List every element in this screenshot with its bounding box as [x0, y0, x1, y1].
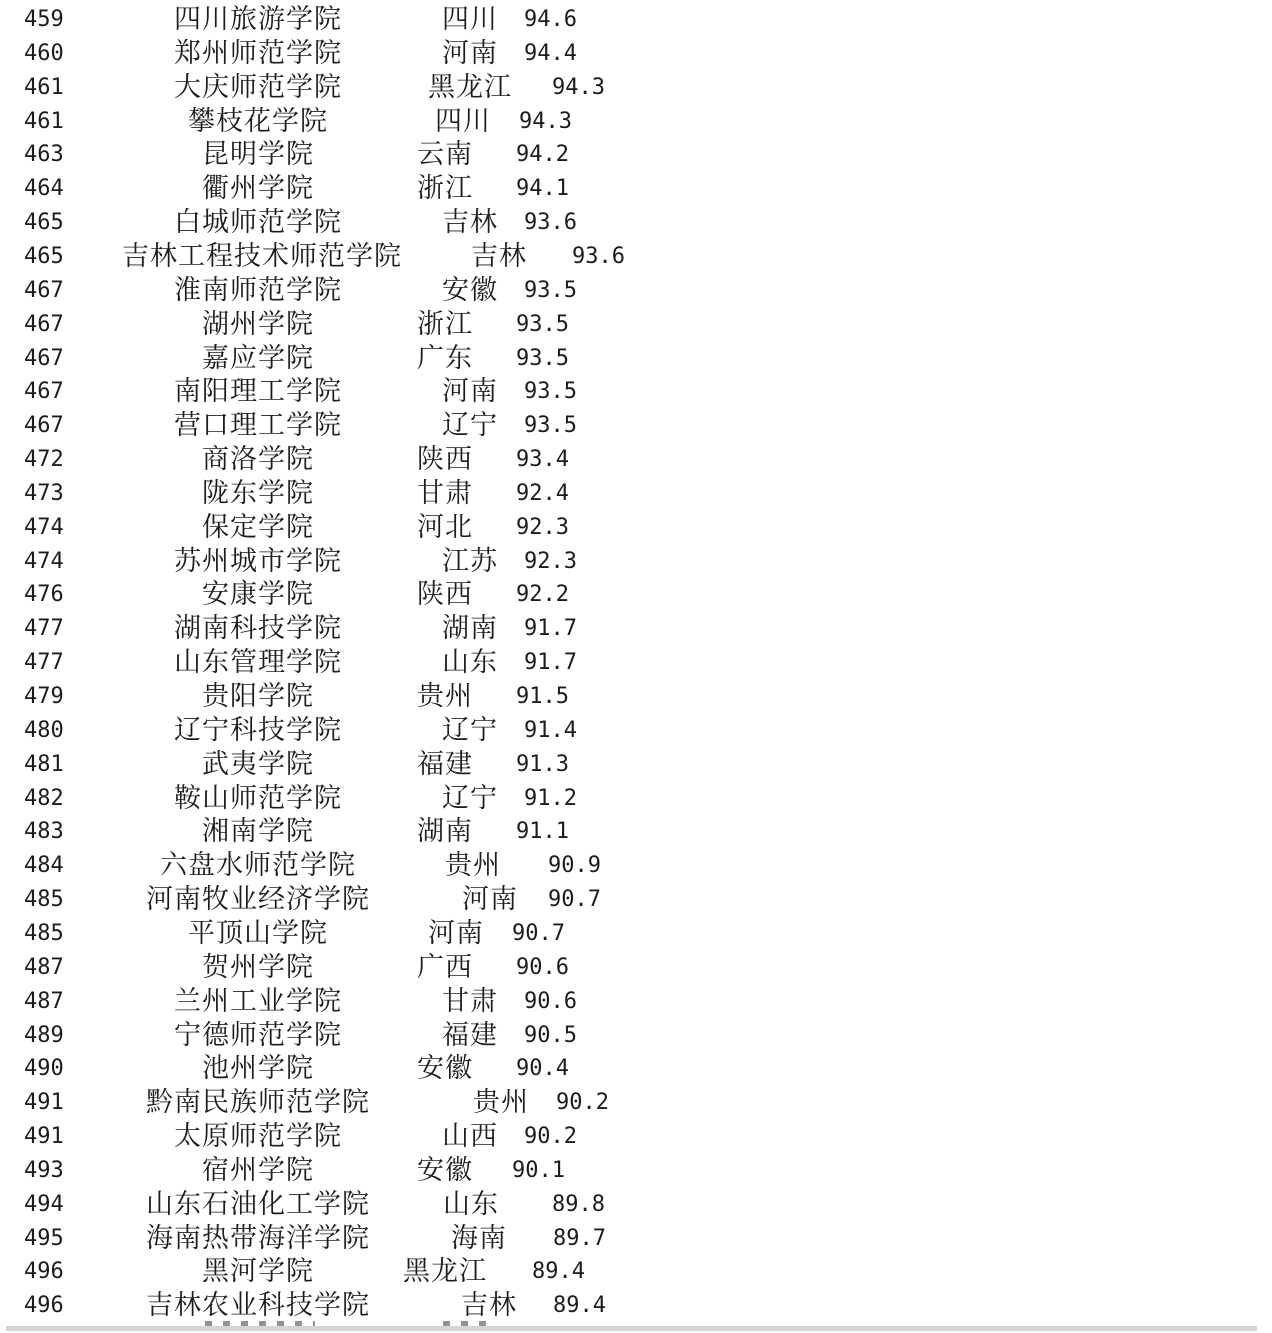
- school-name-cell: 山东石油化工学院: [146, 1188, 370, 1220]
- score-cell: 90.2: [556, 1090, 609, 1116]
- province-cell: 辽宁: [442, 782, 498, 814]
- school-name-cell: 山东管理学院: [174, 647, 342, 679]
- school-name-cell: 鞍山师范学院: [174, 782, 342, 814]
- table-row: [0, 578, 1272, 612]
- school-name-cell: 黔南民族师范学院: [146, 1087, 370, 1119]
- score-cell: 90.7: [512, 920, 565, 946]
- table-row: [0, 37, 1272, 71]
- score-cell: 91.7: [524, 616, 577, 642]
- province-cell: 陕西: [417, 579, 473, 611]
- score-cell: 91.2: [524, 785, 577, 811]
- score-cell: 91.1: [516, 819, 569, 845]
- province-cell: 山东: [443, 1188, 499, 1220]
- table-row: [0, 1086, 1272, 1120]
- rank-cell: 487: [24, 988, 64, 1014]
- province-cell: 河南: [442, 37, 498, 69]
- province-cell: 贵州: [417, 681, 473, 712]
- province-cell: 山西: [442, 1121, 498, 1153]
- school-name-cell: 平顶山学院: [188, 917, 328, 949]
- school-name-cell: 湖南科技学院: [174, 613, 342, 645]
- rank-cell: 487: [24, 954, 64, 980]
- score-cell: 92.3: [524, 548, 577, 574]
- school-name-cell: 衢州学院: [202, 173, 314, 205]
- rank-cell: 461: [24, 108, 64, 134]
- table-row: [0, 240, 1272, 274]
- school-name-cell: 武夷学院: [202, 748, 314, 780]
- score-cell: 91.5: [516, 684, 569, 709]
- rank-cell: 489: [24, 1022, 64, 1048]
- rank-cell: 464: [24, 176, 64, 202]
- school-name-cell: 湖州学院: [202, 308, 314, 340]
- score-cell: 90.2: [524, 1124, 577, 1150]
- rank-cell: 467: [24, 277, 64, 303]
- bottom-divider-bar: [6, 1326, 1257, 1331]
- school-name-cell: 白城师范学院: [174, 207, 342, 239]
- province-cell: 贵州: [445, 850, 501, 882]
- province-cell: 辽宁: [442, 714, 498, 746]
- school-name-cell: 攀枝花学院: [188, 105, 328, 137]
- province-cell: 湖南: [442, 613, 498, 645]
- province-cell: 河北: [417, 511, 473, 543]
- rank-cell: 467: [24, 379, 64, 405]
- province-cell: 云南: [417, 139, 473, 171]
- score-cell: 90.6: [524, 988, 577, 1014]
- rank-cell: 485: [24, 920, 64, 946]
- province-cell: 福建: [442, 1019, 498, 1051]
- province-cell: 安徽: [417, 1053, 473, 1085]
- province-cell: 河南: [462, 884, 518, 916]
- rank-cell: 491: [24, 1090, 64, 1116]
- table-row: [0, 138, 1272, 172]
- score-cell: 94.1: [516, 176, 569, 202]
- score-cell: 94.4: [524, 40, 577, 66]
- score-cell: 90.6: [516, 954, 569, 980]
- province-cell: 海南: [451, 1222, 507, 1254]
- school-name-cell: 兰州工业学院: [174, 985, 342, 1017]
- score-cell: 93.5: [516, 311, 569, 337]
- table-row: [0, 680, 1272, 714]
- school-name-cell: 嘉应学院: [202, 342, 314, 374]
- province-cell: 河南: [428, 917, 484, 949]
- rank-cell: 467: [24, 345, 64, 371]
- school-name-cell: 苏州城市学院: [174, 545, 342, 577]
- province-cell: 江苏: [442, 545, 498, 577]
- school-name-cell: 四川旅游学院: [174, 4, 342, 35]
- school-name-cell: 海南热带海洋学院: [146, 1222, 370, 1254]
- rank-cell: 491: [24, 1124, 64, 1150]
- table-row: [0, 1019, 1272, 1053]
- rank-cell: 467: [24, 311, 64, 337]
- province-cell: 浙江: [417, 173, 473, 205]
- table-row: [0, 782, 1272, 816]
- score-cell: 92.2: [516, 582, 569, 608]
- rank-cell: 463: [24, 142, 64, 168]
- table-row: [0, 646, 1272, 680]
- table-row: [0, 951, 1272, 985]
- school-name-cell: 宁德师范学院: [174, 1019, 342, 1051]
- score-cell: 90.7: [548, 887, 601, 913]
- score-cell: 93.6: [572, 243, 625, 269]
- rank-cell: 494: [24, 1191, 64, 1217]
- rank-cell: 481: [24, 751, 64, 777]
- table-row: [0, 172, 1272, 206]
- province-cell: 安徽: [417, 1154, 473, 1186]
- province-cell: 吉林: [461, 1290, 517, 1322]
- score-cell: 90.1: [512, 1157, 565, 1183]
- province-cell: 黑龙江: [403, 1256, 487, 1288]
- score-cell: 90.4: [516, 1056, 569, 1082]
- score-cell: 93.5: [524, 379, 577, 405]
- table-row: [0, 206, 1272, 240]
- score-cell: 89.8: [552, 1191, 605, 1217]
- rank-cell: 490: [24, 1056, 64, 1082]
- score-cell: 89.4: [553, 1293, 606, 1319]
- table-row: [0, 274, 1272, 308]
- school-name-cell: 陇东学院: [202, 477, 314, 509]
- school-name-cell: 郑州师范学院: [174, 37, 342, 69]
- school-name-cell: 贵阳学院: [202, 681, 314, 712]
- rank-cell: 480: [24, 717, 64, 743]
- province-cell: 贵州: [473, 1087, 529, 1119]
- rank-cell: 460: [24, 40, 64, 66]
- table-row: [0, 1188, 1272, 1222]
- score-cell: 89.7: [553, 1225, 606, 1251]
- province-cell: 甘肃: [417, 477, 473, 509]
- score-cell: 89.4: [532, 1259, 585, 1285]
- province-cell: 辽宁: [442, 410, 498, 442]
- province-cell: 广东: [417, 342, 473, 374]
- school-name-cell: 大庆师范学院: [174, 71, 342, 103]
- table-row: [0, 917, 1272, 951]
- score-cell: 94.2: [516, 142, 569, 168]
- province-cell: 安徽: [442, 274, 498, 306]
- school-name-cell: 保定学院: [202, 511, 314, 543]
- score-cell: 92.4: [516, 480, 569, 506]
- school-name-cell: 太原师范学院: [174, 1121, 342, 1153]
- rank-cell: 496: [24, 1293, 64, 1319]
- rank-cell: 482: [24, 785, 64, 811]
- score-cell: 91.7: [524, 650, 577, 676]
- rank-cell: 461: [24, 74, 64, 100]
- rank-cell: 485: [24, 887, 64, 913]
- score-cell: 90.9: [548, 853, 601, 879]
- table-row: [0, 849, 1272, 883]
- rank-cell: 465: [24, 243, 64, 269]
- table-row: [0, 308, 1272, 342]
- school-name-cell: 黑河学院: [202, 1256, 314, 1288]
- table-row: [0, 105, 1272, 139]
- score-cell: 94.3: [519, 108, 572, 134]
- score-cell: 93.5: [524, 277, 577, 303]
- province-cell: 湖南: [417, 816, 473, 848]
- table-row: [0, 714, 1272, 748]
- rank-cell: 465: [24, 210, 64, 236]
- rank-cell: 473: [24, 480, 64, 506]
- school-name-cell: 宿州学院: [202, 1154, 314, 1186]
- school-name-cell: 贺州学院: [202, 951, 314, 983]
- rank-cell: 467: [24, 413, 64, 439]
- school-name-cell: 淮南师范学院: [174, 274, 342, 306]
- school-name-cell: 吉林农业科技学院: [146, 1290, 370, 1322]
- rank-cell: 496: [24, 1259, 64, 1285]
- table-row: [0, 985, 1272, 1019]
- table-row: [0, 342, 1272, 376]
- province-cell: 甘肃: [442, 985, 498, 1017]
- rank-cell: 474: [24, 548, 64, 574]
- score-cell: 94.6: [524, 7, 577, 32]
- province-cell: 陕西: [417, 444, 473, 476]
- rank-cell: 477: [24, 650, 64, 676]
- table-row: [0, 1255, 1272, 1289]
- province-cell: 广西: [417, 951, 473, 983]
- school-name-cell: 池州学院: [202, 1053, 314, 1085]
- table-row: [0, 3, 1272, 37]
- province-cell: 山东: [442, 647, 498, 679]
- province-cell: 吉林: [442, 207, 498, 239]
- school-name-cell: 昆明学院: [202, 139, 314, 171]
- score-cell: 93.5: [524, 413, 577, 439]
- table-row: [0, 1222, 1272, 1256]
- table-row: [0, 1289, 1272, 1323]
- rank-cell: 476: [24, 582, 64, 608]
- school-name-cell: 商洛学院: [202, 444, 314, 476]
- rank-cell: 493: [24, 1157, 64, 1183]
- rank-cell: 495: [24, 1225, 64, 1251]
- table-row: [0, 71, 1272, 105]
- score-cell: 93.6: [524, 210, 577, 236]
- school-name-cell: 湘南学院: [202, 816, 314, 848]
- school-name-cell: 六盘水师范学院: [160, 850, 356, 882]
- score-cell: 90.5: [524, 1022, 577, 1048]
- score-cell: 93.5: [516, 345, 569, 371]
- rank-cell: 474: [24, 514, 64, 540]
- table-row: [0, 375, 1272, 409]
- table-row: [0, 748, 1272, 782]
- province-cell: 福建: [417, 748, 473, 780]
- province-cell: 四川: [435, 105, 491, 137]
- province-cell: 浙江: [417, 308, 473, 340]
- rank-cell: 472: [24, 447, 64, 473]
- rank-cell: 477: [24, 616, 64, 642]
- province-cell: 吉林: [471, 240, 527, 272]
- province-cell: 河南: [442, 376, 498, 408]
- rank-cell: 483: [24, 819, 64, 845]
- school-name-cell: 河南牧业经济学院: [146, 884, 370, 916]
- score-cell: 93.4: [516, 447, 569, 473]
- table-row: [0, 815, 1272, 849]
- table-row: [0, 883, 1272, 917]
- table-row: [0, 1154, 1272, 1188]
- table-row: [0, 1052, 1272, 1086]
- school-name-cell: 辽宁科技学院: [174, 714, 342, 746]
- province-cell: 黑龙江: [428, 71, 512, 103]
- school-name-cell: 南阳理工学院: [174, 376, 342, 408]
- rank-cell: 479: [24, 684, 64, 709]
- score-cell: 91.3: [516, 751, 569, 777]
- score-cell: 92.3: [516, 514, 569, 540]
- score-cell: 94.3: [552, 74, 605, 100]
- school-name-cell: 吉林工程技术师范学院: [122, 240, 402, 272]
- school-name-cell: 营口理工学院: [174, 410, 342, 442]
- table-row: [0, 511, 1272, 545]
- table-row: [0, 1120, 1272, 1154]
- school-name-cell: 安康学院: [202, 579, 314, 611]
- province-cell: 四川: [442, 4, 498, 35]
- table-row: [0, 477, 1272, 511]
- rank-cell: 484: [24, 853, 64, 879]
- table-row: [0, 612, 1272, 646]
- table-row: [0, 409, 1272, 443]
- table-row: [0, 443, 1272, 477]
- rank-cell: 459: [24, 7, 64, 32]
- score-cell: 91.4: [524, 717, 577, 743]
- table-row: [0, 545, 1272, 579]
